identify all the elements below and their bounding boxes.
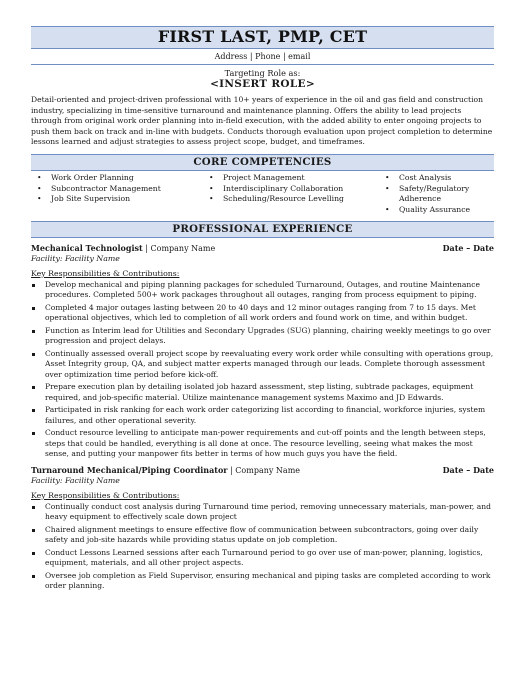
job-header	[31, 465, 494, 476]
job-title: Mechanical Technologist	[31, 242, 143, 253]
core-competencies-heading: CORE COMPETENCIES	[31, 154, 494, 171]
competency-item: • Quality Assurance	[385, 205, 494, 216]
list-item	[31, 303, 494, 324]
bullet-icon	[32, 552, 35, 555]
bullet-icon	[32, 386, 35, 389]
bullet-icon	[32, 307, 35, 310]
list-item-text: Conduct resource levelling to anticipate man-power requirements and cut-off points and the length between steps, steps that could be handled, everything is all done at once. The resource levelling, seeing what makes the most sense, and putting your manpower fits better in terms of how much guys you have the field.	[45, 428, 486, 459]
professional-summary: Detail-oriented and project-driven professional with 10+ years of experience in the oil and gas field and construction industry, specializing in time-sensitive turnaround and maintenance planning. Offers the ability to lead projects through from original work order planning into in-field execution, with the added ability to enter ongoing projects to push them back on track and in-line with budgets. Conducts thorough evaluation upon project completion to determine lessons learned and adjust strategies to assess project scope, budget, and timeframes.	[31, 95, 493, 147]
job-entry	[31, 243, 494, 460]
job-dates: Date – Date	[442, 464, 494, 475]
list-item-text: Conduct Lessons Learned sessions after each Turnaround period to go over use of man-power, planning, logistics, equipment, materials, and all other project aspects.	[45, 547, 483, 568]
list-item-text: Participated in risk ranking for each work order categorizing list according to financial, workforce injuries, system failures, and other operational severity.	[45, 405, 486, 425]
bullet-icon	[32, 353, 35, 356]
competency-column	[385, 173, 494, 216]
list-item-text: Develop mechanical and piping planning packages for scheduled Turnaround, Outages, and routine Maintenance procedures. Completed 500+ work packages throughout all outages, ranging from process equipment to piping.	[45, 279, 480, 300]
list-item	[31, 428, 494, 460]
facility-name: Facility: Facility Name	[31, 475, 120, 485]
competency-item: • Project Management	[209, 173, 385, 184]
competency-item: • Safety/Regulatory Adherence	[385, 184, 494, 205]
competency-column	[209, 173, 385, 216]
competencies-grid	[37, 173, 494, 216]
list-item	[31, 525, 494, 546]
competency-column	[37, 173, 209, 216]
bullet-icon	[32, 409, 35, 412]
list-item	[31, 502, 494, 523]
competency-item: • Interdisciplinary Collaboration	[209, 184, 385, 195]
job-header	[31, 243, 494, 254]
targeting-label: Targeting Role as:	[224, 68, 301, 78]
list-item-text: Oversee job completion as Field Supervisor, ensuring mechanical and piping tasks are completed according to work order planning.	[45, 570, 491, 591]
bullet-icon	[32, 432, 35, 435]
bullet-icon	[32, 529, 35, 532]
job-title-line	[31, 465, 300, 476]
list-item-text: Prepare execution plan by detailing isolated job hazard assessment, step listing, subtrade packages, equipment required, and job-specific material. Utilize maintenance management systems Maximo and JD Edwards.	[45, 382, 474, 402]
list-item	[31, 548, 494, 569]
competency-item: • Job Site Supervision	[37, 194, 209, 205]
candidate-name: FIRST LAST, PMP, CET	[31, 26, 494, 49]
job-entry	[31, 465, 494, 592]
list-item-text: Completed 4 major outages lasting between 20 to 40 days and 12 minor outages ranging from 7 to 15 days. Met operational objectives, which led to completion of all work orders and found work on time, and within budget.	[45, 302, 476, 323]
responsibilities-label: Key Responsibilities & Contributions:	[31, 268, 180, 278]
responsibility-list	[31, 280, 494, 460]
facility-name: Facility: Facility Name	[31, 253, 120, 263]
list-item	[31, 326, 494, 347]
target-role: <INSERT ROLE>	[210, 78, 315, 90]
professional-experience-heading: PROFESSIONAL EXPERIENCE	[31, 221, 494, 238]
bullet-icon	[32, 506, 35, 509]
list-item	[31, 571, 494, 592]
job-dates: Date – Date	[442, 242, 494, 253]
list-item	[31, 280, 494, 301]
responsibility-list	[31, 502, 494, 592]
competency-item: • Subcontractor Management	[37, 184, 209, 195]
list-item-text: Chaired alignment meetings to ensure effective flow of communication between subcontractors, going over daily safety and job-site hazards while providing status update on job completion.	[45, 524, 479, 545]
bullet-icon	[32, 284, 35, 287]
header-divider	[31, 64, 494, 65]
responsibilities-label: Key Responsibilities & Contributions:	[31, 490, 180, 500]
list-item-text: Continually conduct cost analysis during Turnaround time period, removing unnecessary materials, man-power, and heavy equipment to effectively scale down project	[45, 501, 491, 522]
contact-line: Address | Phone | email	[214, 52, 311, 61]
competency-item: • Work Order Planning	[37, 173, 209, 184]
list-item-text: Continually assessed overall project scope by reevaluating every work order while consulting with operations group, Asset Integrity group, QA, and subject matter experts managed through our leads. Complete thorough assessment over optimization time period before kick-off.	[45, 348, 494, 379]
company-name: | Company Name	[142, 243, 216, 253]
list-item	[31, 405, 494, 426]
competency-item: • Cost Analysis	[385, 173, 494, 184]
job-title: Turnaround Mechanical/Piping Coordinator	[31, 464, 228, 475]
list-item-text: Function as Interim lead for Utilities and Secondary Upgrades (SUG) planning, chairing weekly meetings to go over progression and project delays.	[45, 325, 491, 346]
company-name: | Company Name	[227, 465, 301, 475]
bullet-icon	[32, 575, 35, 578]
competency-item: • Scheduling/Resource Levelling	[209, 194, 385, 205]
job-title-line	[31, 243, 215, 254]
list-item	[31, 349, 494, 381]
list-item	[31, 382, 494, 403]
bullet-icon	[32, 330, 35, 333]
